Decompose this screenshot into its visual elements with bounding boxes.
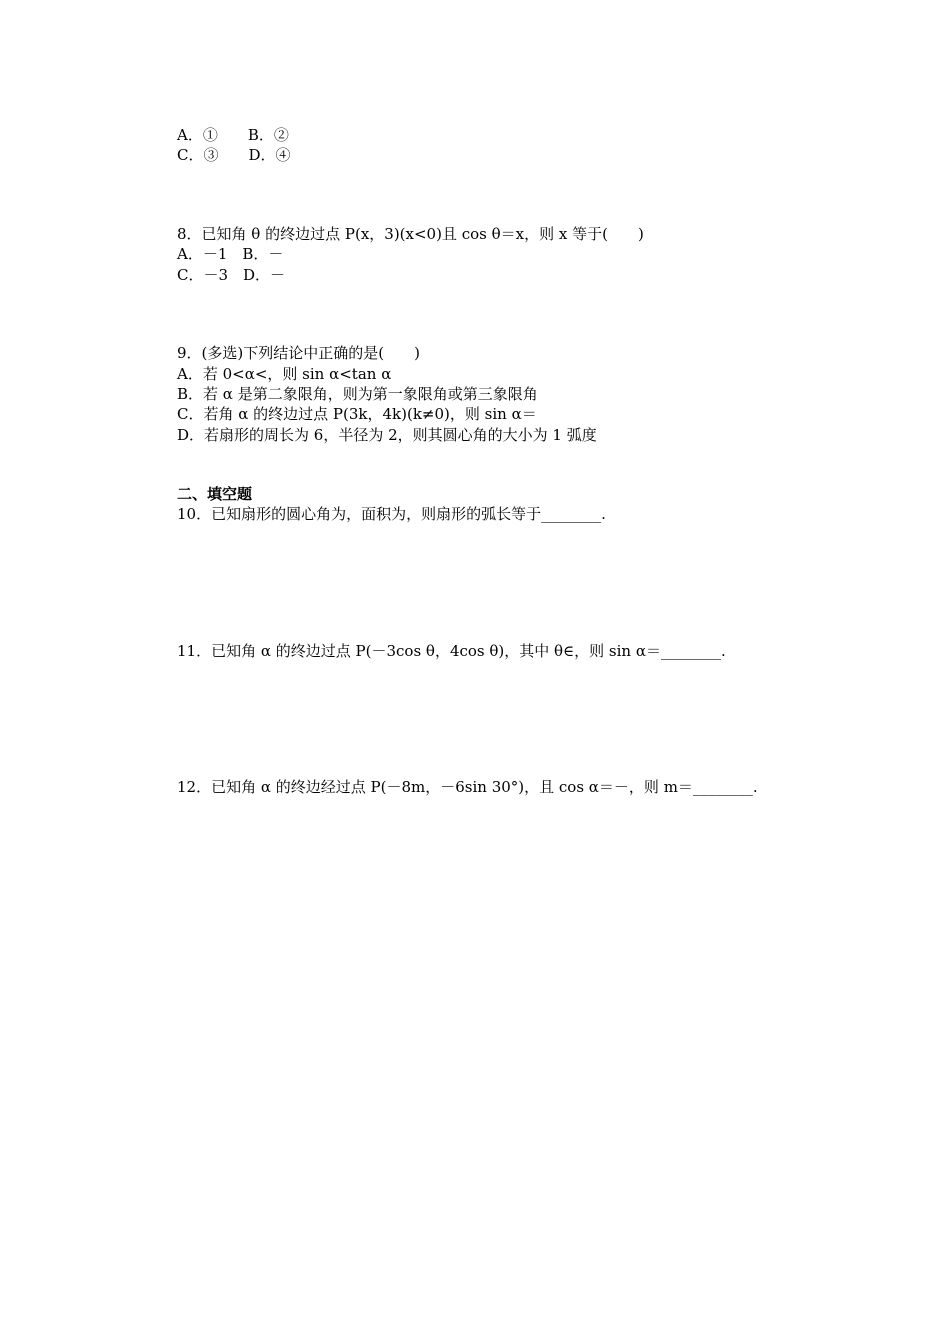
q12-text: 12．已知角 α 的终边经过点 P(－8m，－6sin 30°)，且 cos α＝－，则 m＝________. (177, 778, 758, 796)
q9-option-d: D．若扇形的周长为 6，半径为 2，则其圆心角的大小为 1 弧度 (177, 426, 597, 444)
q9-option-c: C．若角 α 的终边过点 P(3k，4k)(k≠0)，则 sin α＝ (177, 405, 537, 423)
q11-text: 11．已知角 α 的终边过点 P(－3cos θ，4cos θ)，其中 θ∈，则 sin α＝________. (177, 642, 726, 660)
q9-stem: 9．(多选)下列结论中正确的是( ) (177, 344, 420, 362)
q8-options-row-2: C．－3 D．－ (177, 266, 286, 284)
q8-options-row-1: A．－1 B．－ (177, 245, 284, 263)
section-heading-fill-in: 二、填空题 (177, 485, 253, 503)
q9-option-a: A．若 0<α<，则 sin α<tan α (177, 365, 392, 383)
q7-options-row-1: A．① B．② (177, 126, 289, 144)
q10-text: 10．已知扇形的圆心角为，面积为，则扇形的弧长等于________. (177, 505, 606, 523)
q9-option-b: B．若 α 是第二象限角，则为第一象限角或第三象限角 (177, 385, 538, 403)
q8-stem: 8．已知角 θ 的终边过点 P(x，3)(x<0)且 cos θ＝x，则 x 等于( ) (177, 225, 644, 243)
q7-options-row-2: C．③ D．④ (177, 146, 291, 164)
